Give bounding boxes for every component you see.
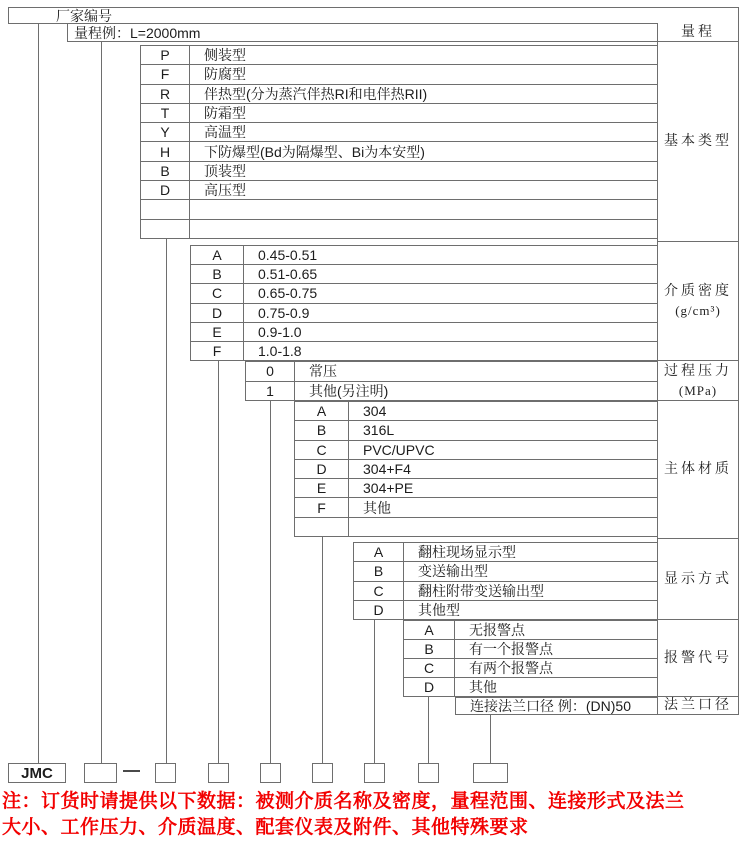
block-body-material	[294, 401, 658, 537]
option-row	[295, 459, 657, 478]
option-row	[141, 199, 657, 218]
option-row	[191, 322, 657, 341]
option-code-cell: C	[295, 441, 349, 459]
option-desc-cell: 0.51-0.65	[258, 266, 318, 283]
option-code-cell: C	[354, 582, 404, 600]
option-row	[246, 381, 657, 401]
option-row	[404, 658, 657, 677]
connector-line-5	[270, 401, 271, 763]
option-code-cell: 1	[246, 382, 295, 401]
category-label-text: 基本类型	[664, 134, 732, 149]
option-row	[404, 677, 657, 696]
option-row	[141, 219, 657, 238]
option-code-cell: D	[191, 304, 244, 322]
option-desc-cell	[190, 220, 657, 238]
option-code-cell: F	[295, 498, 349, 516]
model-code-box-2	[155, 763, 176, 783]
option-desc-cell: 其他	[363, 499, 391, 516]
category-label-text: 过程压力	[664, 363, 732, 379]
option-desc-cell: 高压型	[204, 182, 246, 199]
category-label-range	[657, 23, 739, 42]
flange-diameter-row	[455, 697, 658, 715]
option-code-cell: A	[354, 543, 404, 561]
option-row	[141, 141, 657, 160]
connector-line-1	[38, 24, 39, 763]
option-desc-cell: 防腐型	[204, 66, 246, 83]
option-row	[191, 283, 657, 302]
order-note	[2, 789, 749, 841]
option-code-cell: D	[404, 678, 455, 696]
range-example-label: 量程例：L=2000mm	[74, 24, 201, 41]
option-code-cell: B	[354, 562, 404, 580]
range-example-row	[67, 23, 658, 42]
option-code-cell: 0	[246, 362, 295, 381]
model-code-box-3	[208, 763, 229, 783]
option-code-cell: T	[141, 104, 190, 122]
option-row	[295, 478, 657, 497]
order-note-line-1: 注：订货时请提供以下数据：被测介质名称及密度，量程范围、连接形式及法兰	[2, 791, 685, 812]
option-desc-cell: 有两个报警点	[469, 660, 553, 676]
option-desc-cell: 防霜型	[204, 105, 246, 122]
category-label-text: 主体材质	[664, 462, 732, 477]
option-desc-cell: 0.65-0.75	[258, 285, 318, 302]
dash-separator	[123, 770, 140, 772]
option-row	[191, 246, 657, 264]
option-row	[404, 639, 657, 658]
model-code-box-4	[260, 763, 281, 783]
option-row	[354, 543, 657, 561]
category-label-body-material	[657, 401, 739, 539]
option-desc-cell: 高温型	[204, 124, 246, 141]
model-code-box-7	[418, 763, 439, 783]
model-prefix-box: JMC	[8, 763, 66, 783]
option-desc-cell: 无报警点	[469, 622, 525, 638]
model-code-box-6	[364, 763, 385, 783]
category-label-text: 报警代号	[664, 650, 732, 666]
option-desc-cell: 其他型	[418, 601, 460, 618]
connector-line-2	[101, 42, 102, 763]
order-note-line-2: 大小、工作压力、介质温度、配套仪表及附件、其他特殊要求	[2, 817, 529, 838]
option-row	[191, 303, 657, 322]
category-label-process-pressure	[657, 361, 739, 401]
option-code-cell: E	[191, 323, 244, 341]
option-row	[191, 264, 657, 283]
option-code-cell: D	[354, 601, 404, 619]
flange-diameter-text: 连接法兰口径 例：(DN)50	[470, 698, 632, 714]
option-desc-cell: 翻柱附带变送输出型	[418, 582, 544, 599]
option-code-cell	[141, 220, 190, 238]
category-label-text: 量程	[681, 24, 715, 40]
option-desc-cell: 0.9-1.0	[258, 323, 302, 340]
block-display-mode	[353, 542, 658, 620]
option-code-cell: C	[191, 284, 244, 302]
option-row	[295, 497, 657, 516]
option-code-cell: B	[404, 640, 455, 658]
option-row	[295, 402, 657, 420]
model-code-box-8	[473, 763, 508, 783]
option-row	[141, 64, 657, 83]
option-code-cell: F	[141, 65, 190, 83]
category-label-text: 显示方式	[664, 571, 732, 587]
option-row	[246, 362, 657, 381]
option-code-cell: Y	[141, 123, 190, 141]
block-alarm-code	[403, 620, 658, 697]
option-desc-cell	[349, 518, 657, 536]
option-row	[354, 561, 657, 580]
option-code-cell: C	[404, 659, 455, 677]
option-row	[141, 46, 657, 64]
option-code-cell	[295, 518, 349, 536]
option-desc-cell: 304+PE	[363, 480, 414, 497]
option-desc-cell: 伴热型(分为蒸汽伴热RI和电伴热RII)	[204, 85, 428, 102]
option-desc-cell: 变送输出型	[418, 563, 488, 580]
block-basic-type	[140, 45, 658, 239]
option-row	[354, 600, 657, 619]
category-label-basic-type	[657, 42, 739, 242]
option-row	[295, 517, 657, 536]
option-desc-cell: 304+F4	[363, 460, 411, 477]
option-code-cell: H	[141, 142, 190, 160]
option-desc-cell: 侧装型	[204, 47, 246, 64]
option-row	[404, 621, 657, 639]
option-desc-cell	[190, 200, 657, 218]
manufacturer-number-row	[8, 7, 739, 24]
connector-line-4	[218, 361, 219, 763]
category-label-flange-diameter	[657, 697, 739, 715]
option-code-cell: B	[141, 162, 190, 180]
option-code-cell: P	[141, 46, 190, 64]
option-code-cell: B	[295, 421, 349, 439]
connector-line-6	[322, 537, 323, 763]
option-desc-cell: 0.45-0.51	[258, 247, 318, 264]
category-label-display-mode	[657, 539, 739, 620]
option-row	[141, 122, 657, 141]
option-row	[295, 420, 657, 439]
option-desc-cell: 0.75-0.9	[258, 304, 310, 321]
option-code-cell: D	[141, 181, 190, 199]
category-label-text: 介质密度	[664, 284, 732, 299]
block-process-pressure	[245, 361, 658, 401]
option-code-cell: E	[295, 479, 349, 497]
option-row	[354, 581, 657, 600]
option-row	[141, 180, 657, 199]
option-code-cell: A	[295, 402, 349, 420]
option-desc-cell: 顶装型	[204, 162, 246, 179]
option-row	[141, 84, 657, 103]
option-desc-cell: 翻柱现场显示型	[418, 544, 516, 561]
option-desc-cell: 常压	[309, 363, 337, 380]
option-desc-cell: 1.0-1.8	[258, 342, 302, 359]
connector-line-9	[490, 715, 491, 763]
connector-line-7	[374, 620, 375, 763]
option-row	[141, 103, 657, 122]
category-label-medium-density	[657, 242, 739, 361]
connector-line-8	[428, 697, 429, 763]
option-code-cell: F	[191, 342, 244, 360]
category-label-text: (MPa)	[678, 382, 718, 398]
option-desc-cell: 下防爆型(Bd为隔爆型、Bi为本安型)	[204, 143, 425, 160]
model-code-box-5	[312, 763, 333, 783]
option-desc-cell: 有一个报警点	[469, 641, 553, 657]
category-label-text: 法兰口径	[664, 698, 732, 713]
category-label-text: (g/cm³)	[675, 303, 721, 318]
option-row	[295, 440, 657, 459]
category-label-alarm-code	[657, 620, 739, 697]
option-desc-cell: 其他	[469, 679, 497, 695]
option-code-cell: R	[141, 85, 190, 103]
model-code-box-1	[84, 763, 117, 783]
option-desc-cell: 其他(另注明)	[309, 382, 389, 399]
option-desc-cell: 316L	[363, 422, 395, 439]
option-desc-cell: PVC/UPVC	[363, 441, 435, 458]
option-code-cell	[141, 200, 190, 218]
option-code-cell: B	[191, 265, 244, 283]
connector-line-3	[166, 239, 167, 763]
option-code-cell: A	[191, 246, 244, 264]
option-row	[141, 161, 657, 180]
block-medium-density	[190, 245, 658, 361]
option-code-cell: A	[404, 621, 455, 639]
option-code-cell: D	[295, 460, 349, 478]
option-row	[191, 341, 657, 360]
manufacturer-number-label: 厂家编号	[56, 7, 112, 24]
option-desc-cell: 304	[363, 403, 387, 420]
